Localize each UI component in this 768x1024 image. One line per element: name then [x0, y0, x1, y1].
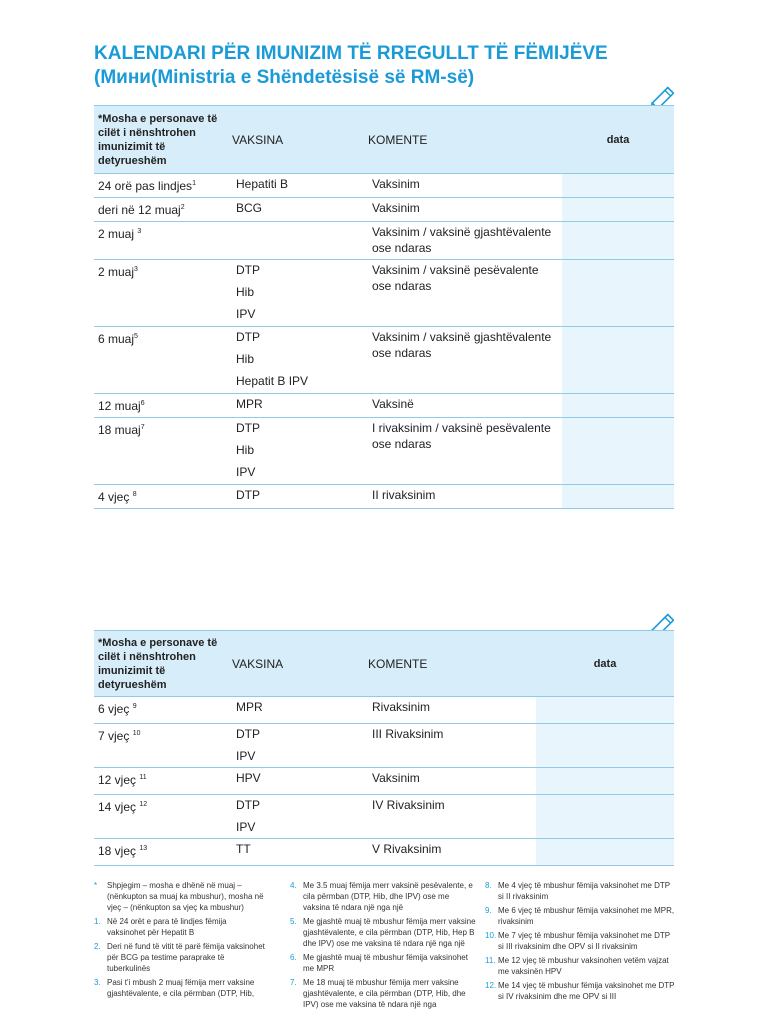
footnote-ref: 1 [192, 180, 196, 187]
vaccine-name: BCG [236, 201, 263, 215]
table-row [94, 839, 674, 866]
date-input-cell[interactable] [536, 768, 674, 795]
header-comments: KOMENTE [368, 631, 536, 697]
vaccine-name: MPR [236, 700, 263, 714]
footnote-ref: 13 [139, 845, 148, 852]
age-label: 4 vjeç [98, 490, 133, 504]
vaccine-name: Hepatiti B [236, 177, 289, 191]
age-label: deri në 12 muaj [98, 203, 181, 217]
age-cell [94, 697, 232, 724]
age-label: 18 muaj [98, 423, 141, 437]
date-input-cell[interactable] [536, 795, 674, 839]
date-input-cell[interactable] [536, 724, 674, 768]
age-label: 18 vjeç [98, 844, 140, 858]
vaccine-name: IPV [236, 820, 256, 834]
footnote-ref: 8 [132, 491, 137, 498]
age-cell [94, 768, 232, 795]
footnotes-column-3 [485, 880, 675, 1005]
date-input-cell[interactable] [536, 697, 674, 724]
footnote-text: Me 4 vjeç të mbushur fëmija vaksinohet me DTP si II rivaksinim [498, 881, 670, 901]
footnote [290, 952, 476, 974]
table-row [94, 174, 674, 198]
footnote-number: * [94, 881, 98, 890]
vaccine-name: TT [236, 842, 251, 856]
footnote-number: 4. [290, 881, 297, 890]
age-label: 6 muaj [98, 332, 135, 346]
vaccine-cell [232, 198, 368, 222]
footnote-ref: 2 [180, 204, 185, 211]
footnote [485, 880, 675, 902]
age-label: 2 muaj [98, 265, 135, 279]
age-label: 24 orë pas lindjes [98, 179, 193, 193]
footnote-ref: 3 [134, 266, 138, 273]
footnote-number: 5. [290, 917, 297, 926]
age-cell [94, 222, 232, 260]
age-cell [94, 795, 232, 839]
vaccine-cell [232, 394, 368, 418]
footnote-ref: 10 [132, 730, 141, 737]
date-input-cell[interactable] [562, 327, 674, 394]
footnote-text: Pasi t'i mbush 2 muaj fëmija merr vaksine gjashtëvalente, e cila përmban (DTP, Hib, [107, 978, 255, 998]
footnote [485, 905, 675, 927]
footnotes-column-1 [94, 880, 266, 1002]
title-line-1: KALENDARI PËR IMUNIZIM TË RREGULLT TË FËMIJËVE [94, 43, 608, 64]
age-cell [94, 394, 232, 418]
vaccine-name: DTP [236, 727, 260, 741]
date-input-cell[interactable] [562, 260, 674, 327]
table-row [94, 485, 674, 509]
vaccine-name: MPR [236, 397, 263, 411]
table-row [94, 768, 674, 795]
footnote [94, 880, 266, 913]
vaccine-cell [232, 768, 368, 795]
vaccine-name: DTP [236, 263, 260, 277]
header-age: *Mosha e personave të cilët i nënshtrohen imunizimit të detyrueshëm [94, 106, 232, 174]
table-header-row [94, 631, 674, 697]
comment-cell: II rivaksinim [368, 485, 562, 509]
vaccine-cell [232, 724, 368, 768]
comment-cell: Vaksinim / vaksinë gjashtëvalente ose ndaras [368, 222, 562, 260]
footnote-ref: 3 [137, 228, 142, 235]
footnote [94, 941, 266, 974]
vaccine-cell [232, 174, 368, 198]
age-label: 6 vjeç [98, 702, 133, 716]
table-row [94, 394, 674, 418]
header-date: data [562, 106, 674, 174]
vaccine-cell [232, 327, 368, 394]
header-vaccine: VAKSINA [232, 106, 368, 174]
footnote-number: 6. [290, 953, 297, 962]
footnote-text: Me gjashtë muaj të mbushur fëmija vaksinohet me MPR [303, 953, 468, 973]
age-label: 12 muaj [98, 399, 141, 413]
vaccine-name: IPV [236, 307, 256, 321]
vaccine-name: DTP [236, 421, 260, 435]
footnote-text: Me 14 vjeç të mbushur fëmija vaksinohet me DTP si IV rivaksinim dhe me OPV si III [498, 981, 675, 1001]
footnote-text: Me 6 vjeç të mbushur fëmija vaksinohet me MPR, rivaksinim [498, 906, 675, 926]
table-row [94, 418, 674, 485]
footnote-number: 1. [94, 917, 101, 926]
footnote-number: 12. [485, 981, 497, 990]
vaccine-name: Hib [236, 443, 255, 457]
vaccine-name: HPV [236, 771, 261, 785]
footnote-text: Me 3.5 muaj fëmija merr vaksinë pesëvalente, e cila përmban (DTP, Hib, dhe IPV) ose me vaksina të ndara një nga një [303, 881, 473, 912]
age-cell [94, 839, 232, 866]
date-input-cell[interactable] [562, 394, 674, 418]
footnote-ref: 12 [139, 801, 148, 808]
comment-cell: Vaksinë [368, 394, 562, 418]
schedule-table-1 [94, 105, 674, 509]
footnote-ref: 5 [134, 333, 138, 340]
table-row [94, 697, 674, 724]
vaccine-name: Hepatit B IPV [236, 374, 309, 388]
date-input-cell[interactable] [536, 839, 674, 866]
table-row [94, 327, 674, 394]
footnote-text: Me 7 vjeç të mbushur fëmija vaksinohet me DTP si III rivaksinim dhe OPV si II rivaksinim [498, 931, 670, 951]
vaccine-name: DTP [236, 330, 260, 344]
table-row [94, 795, 674, 839]
footnote-number: 9. [485, 906, 492, 915]
vaccine-name: IPV [236, 465, 256, 479]
age-cell [94, 485, 232, 509]
age-label: 14 vjeç [98, 800, 140, 814]
vaccine-cell [232, 418, 368, 485]
age-cell [94, 418, 232, 485]
footnote-ref: 9 [132, 703, 137, 710]
vaccine-cell [232, 839, 368, 866]
comment-cell: Vaksinim / vaksinë gjashtëvalente ose ndaras [368, 327, 562, 394]
date-input-cell[interactable] [562, 198, 674, 222]
comment-cell: Vaksinim [368, 174, 562, 198]
header-date: data [536, 631, 674, 697]
header-age: *Mosha e personave të cilët i nënshtrohen imunizimit të detyrueshëm [94, 631, 232, 697]
comment-cell: I rivaksinim / vaksinë pesëvalente ose ndaras [368, 418, 562, 485]
footnote-text: Deri në fund të vitit të parë fëmija vaksinohet për BCG pa testime paraprake të tuberkulinës [107, 942, 265, 973]
footnote-ref: 11 [139, 774, 147, 781]
age-cell [94, 260, 232, 327]
table-row [94, 260, 674, 327]
comment-cell: III Rivaksinim [368, 724, 536, 768]
footnote [290, 880, 476, 913]
date-input-cell[interactable] [562, 174, 674, 198]
footnote [94, 977, 266, 999]
footnote-text: Me 12 vjeç të mbushur vaksinohen vetëm vajzat me vaksinën HPV [498, 956, 669, 976]
table-header-row [94, 106, 674, 174]
footnote-number: 3. [94, 978, 101, 987]
vaccine-cell [232, 697, 368, 724]
title-line-2: (Мини(Ministria e Shëndetësisë së RM-së) [94, 67, 475, 88]
footnote-number: 8. [485, 881, 492, 890]
age-label: 12 vjeç [98, 773, 140, 787]
footnote-number: 10. [485, 931, 497, 940]
vaccine-cell [232, 222, 368, 260]
header-vaccine: VAKSINA [232, 631, 368, 697]
footnote-text: Shpjegim – mosha e dhënë në muaj – (nënkupton sa muaj ka mbushur), mosha në vjeç – (nënkupton sa vjeç ka mbushur) [107, 881, 264, 912]
footnote-ref: 6 [140, 400, 145, 407]
comment-cell: Vaksinim / vaksinë pesëvalente ose ndaras [368, 260, 562, 327]
footnote-number: 2. [94, 942, 101, 951]
vaccine-name: DTP [236, 798, 260, 812]
date-input-cell[interactable] [562, 485, 674, 509]
footnote [94, 916, 266, 938]
comment-cell: Rivaksinim [368, 697, 536, 724]
comment-cell: Vaksinim [368, 198, 562, 222]
age-label: 2 muaj [98, 227, 138, 241]
header-comments: KOMENTE [368, 106, 562, 174]
vaccine-name: DTP [236, 488, 260, 502]
footnote [485, 955, 675, 977]
age-cell [94, 327, 232, 394]
age-cell [94, 198, 232, 222]
vaccine-name: Hib [236, 352, 255, 366]
footnote-text: Në 24 orët e para të lindjes fëmija vaksinohet për Hepatit B [107, 917, 227, 937]
age-cell [94, 724, 232, 768]
table-row [94, 198, 674, 222]
vaccine-cell [232, 485, 368, 509]
age-label: 7 vjeç [98, 729, 133, 743]
footnote [290, 916, 476, 949]
table-row [94, 724, 674, 768]
vaccine-cell [232, 795, 368, 839]
footnote [485, 980, 675, 1002]
footnote-ref: 7 [140, 424, 145, 431]
table-row [94, 222, 674, 260]
footnote-text: Me 18 muaj të mbushur fëmija merr vaksine gjashtëvalente, e cila përmban (DTP, Hib, dhe IPV) ose me vaksina të ndara një nga [303, 978, 466, 1009]
date-input-cell[interactable] [562, 418, 674, 485]
comment-cell: Vaksinim [368, 768, 536, 795]
vaccine-name: IPV [236, 749, 256, 763]
schedule-table-2 [94, 630, 674, 866]
date-input-cell[interactable] [562, 222, 674, 260]
comment-cell: IV Rivaksinim [368, 795, 536, 839]
footnote-text: Me gjashtë muaj të mbushur fëmija merr vaksine gjashtëvalente, e cila përmban (DTP, Hib, Hep B dhe IPV) ose me vaksina të ndara një nga një [303, 917, 476, 948]
footnote [290, 977, 476, 1010]
footnote [485, 930, 675, 952]
page-title [94, 42, 694, 90]
footnote-number: 7. [290, 978, 297, 987]
age-cell [94, 174, 232, 198]
footnotes-column-2 [290, 880, 476, 1013]
vaccine-cell [232, 260, 368, 327]
vaccine-name: Hib [236, 285, 255, 299]
footnote-number: 11. [485, 956, 496, 965]
comment-cell: V Rivaksinim [368, 839, 536, 866]
